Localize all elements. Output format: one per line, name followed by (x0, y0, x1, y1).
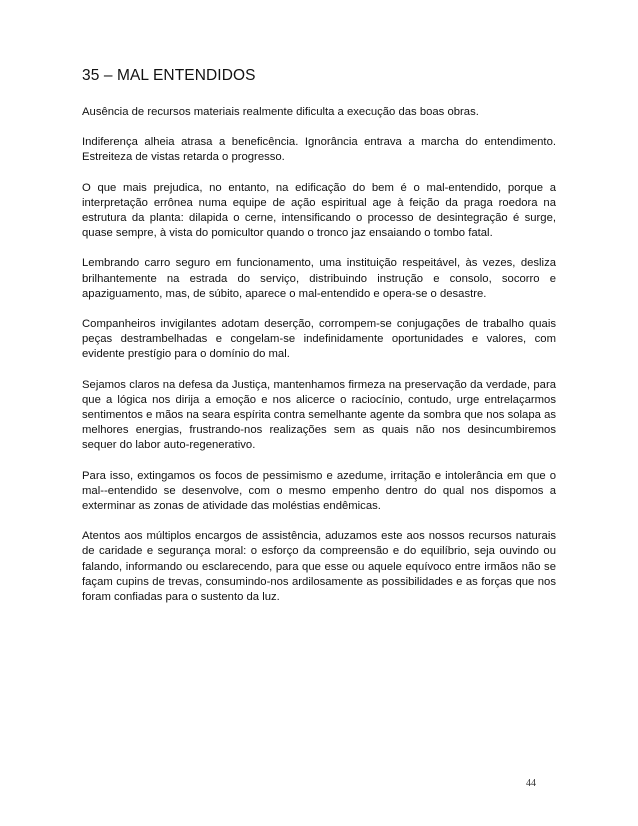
paragraph-6: Sejamos claros na defesa da Justiça, mantenhamos firmeza na preservação da verdade, para que a lógica nos dirija a emoção e nos alicerce o raciocínio, contudo, urge entrelaçarmos sentimentos e mãos na seara espírita contra semelhante agente da sombra que nos solapa as melhores energias, frustrando-nos realizações sem as quais não nos desincumbiremos sequer do labor auto-regenerativo. (82, 378, 556, 452)
document-page (82, 66, 556, 620)
paragraph-5: Companheiros invigilantes adotam deserção, corrompem-se conjugações de trabalho quais peças destrambelhadas e congelam-se indefinidamente oportunidades e valores, com evidente prestígio para o domínio do mal. (82, 318, 556, 361)
paragraph-7: Para isso, extingamos os focos de pessimismo e azedume, irritação e intolerância em que o mal--entendido se desenvolve, com o mesmo empenho dentro do qual nos dispomos a exterminar as zonas de atividade das moléstias endêmicas. (82, 469, 556, 513)
paragraph-3: O que mais prejudica, no entanto, na edificação do bem é o mal-entendido, porque a interpretação errônea numa equipe de ação espiritual age à feição da praga roedora na estrutura da planta: dilapida o cerne, intensificando o processo de desintegração é surge, quase sempre, à vista do pomicultor quando o tronco jaz ensaiando o tombo fatal. (82, 181, 556, 240)
paragraph-4: Lembrando carro seguro em funcionamento, uma instituição respeitável, às vezes, desliza brilhantemente na estrada do serviço, distribuindo instrução e consolo, socorro e apaziguamento, mas, de súbito, aparece o mal-entendido e opera-se o desastre. (82, 257, 556, 300)
paragraph-1: Ausência de recursos materiais realmente dificulta a execução das boas obras. (82, 106, 479, 118)
chapter-title: 35 – MAL ENTENDIDOS (82, 67, 256, 84)
paragraph-8: Atentos aos múltiplos encargos de assistência, aduzamos este aos nossos recursos naturais de caridade e segurança moral: o esforço da compreensão e do equilíbrio, seja ouvindo ou falando, informando ou esclarecendo, para que esse ou aquele equívoco entre irmãos não se façam cupins de trevas, consumindo-nos ardilosamente as possibilidades e as forças que nos foram confiadas para o sustento da luz. (82, 530, 556, 604)
paragraph-2: Indiferença alheia atrasa a beneficência. Ignorância entrava a marcha do entendimento. Estreiteza de vistas retarda o progresso. (82, 136, 556, 164)
page-number: 44 (526, 778, 536, 789)
